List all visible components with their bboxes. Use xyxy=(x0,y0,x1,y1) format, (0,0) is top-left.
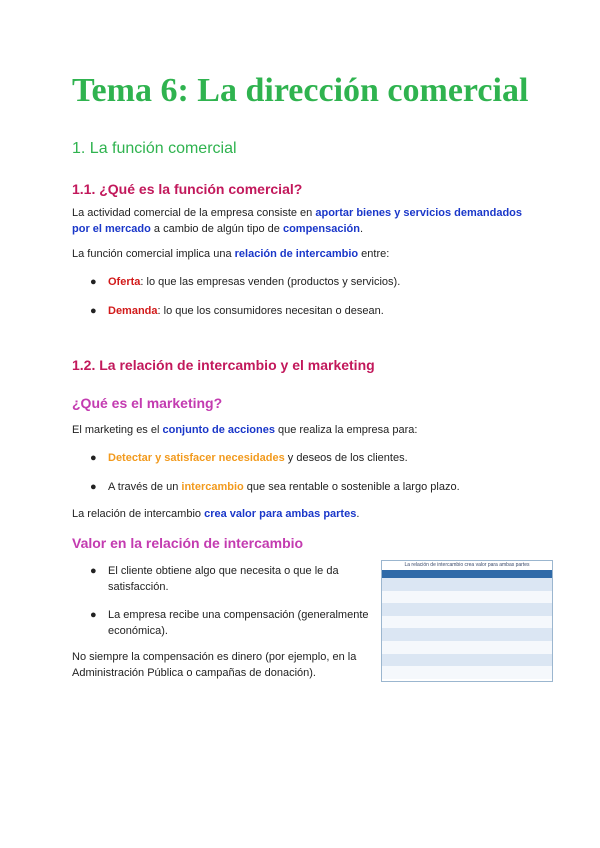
figure-body xyxy=(382,578,552,679)
bullet-icon: ● xyxy=(90,481,97,493)
text: A través de un xyxy=(108,481,182,493)
text: No siempre la compensación es dinero (por ejemplo, en la xyxy=(72,651,357,663)
highlight-conjunto-acciones: conjunto de acciones xyxy=(162,424,275,436)
text: que sea rentable o sostenible a largo plazo. xyxy=(243,481,460,493)
text: . xyxy=(359,223,364,235)
highlight-compensacion: compensación xyxy=(282,223,360,235)
term-demanda: Demanda xyxy=(108,305,158,317)
bullet-icon: ● xyxy=(90,609,97,621)
paragraph-actividad-comercial xyxy=(72,205,522,237)
figure-row xyxy=(382,603,552,616)
paragraph-compensacion-dinero xyxy=(72,649,356,681)
subsection-heading-que-es: 1.1. ¿Qué es la función comercial? xyxy=(72,181,303,197)
highlight-por-el-mercado: por el mercado xyxy=(72,223,151,235)
document-title: Tema 6: La dirección comercial xyxy=(72,72,529,109)
section-heading-funcion-comercial: 1. La función comercial xyxy=(72,140,237,157)
highlight-detectar-satisfacer: Detectar y satisfacer necesidades xyxy=(108,452,285,464)
highlight-intercambio: intercambio xyxy=(181,481,244,493)
text: económica). xyxy=(108,625,168,637)
figure-header-row xyxy=(382,570,552,578)
value-exchange-table-image xyxy=(381,560,553,682)
figure-header-cell xyxy=(382,570,440,578)
text: La empresa recibe una compensación (generalmente xyxy=(108,609,369,621)
bullet-icon: ● xyxy=(90,276,97,288)
text: El cliente obtiene algo que necesita o que le da xyxy=(108,565,339,577)
figure-row xyxy=(382,628,552,641)
text: El marketing es el xyxy=(72,424,163,436)
highlight-aportar-bienes: aportar bienes y servicios demandados xyxy=(315,207,522,219)
text: La relación de intercambio xyxy=(72,508,205,520)
heading-valor-relacion: Valor en la relación de intercambio xyxy=(72,535,304,551)
figure-header-cell xyxy=(518,570,552,578)
text: . xyxy=(356,508,360,520)
text: : lo que las empresas venden (productos y servicios). xyxy=(140,276,401,288)
figure-row xyxy=(382,666,552,679)
text: entre: xyxy=(358,248,390,260)
paragraph-funcion-comercial xyxy=(72,246,389,262)
text: La actividad comercial de la empresa consiste en xyxy=(72,207,316,219)
figure-row xyxy=(382,591,552,604)
figure-row xyxy=(382,578,552,591)
figure-row xyxy=(382,654,552,667)
figure-row xyxy=(382,616,552,629)
bullet-icon: ● xyxy=(90,305,97,317)
figure-title: La relación de intercambio crea valor para ambas partes xyxy=(404,562,530,568)
heading-que-es-marketing: ¿Qué es el marketing? xyxy=(72,395,223,411)
text: : lo que los consumidores necesitan o desean. xyxy=(157,305,384,317)
bullet-icon: ● xyxy=(90,452,97,464)
text: La función comercial implica una xyxy=(72,248,235,260)
text: satisfacción. xyxy=(108,581,169,593)
figure-header-cell xyxy=(440,570,518,578)
bullet-icon: ● xyxy=(90,565,97,577)
highlight-crea-valor: crea valor para ambas partes xyxy=(204,508,357,520)
text: Administración Pública o campañas de donación). xyxy=(72,667,316,679)
paragraph-crea-valor xyxy=(72,506,359,522)
figure-row xyxy=(382,641,552,654)
text: que realiza la empresa para: xyxy=(274,424,418,436)
text: a cambio de algún tipo de xyxy=(150,223,283,235)
highlight-relacion-intercambio: relación de intercambio xyxy=(234,248,359,260)
text: y deseos de los clientes. xyxy=(284,452,408,464)
paragraph-marketing xyxy=(72,422,417,438)
term-oferta: Oferta xyxy=(108,276,141,288)
subsection-heading-relacion-intercambio: 1.2. La relación de intercambio y el marketing xyxy=(72,357,375,373)
